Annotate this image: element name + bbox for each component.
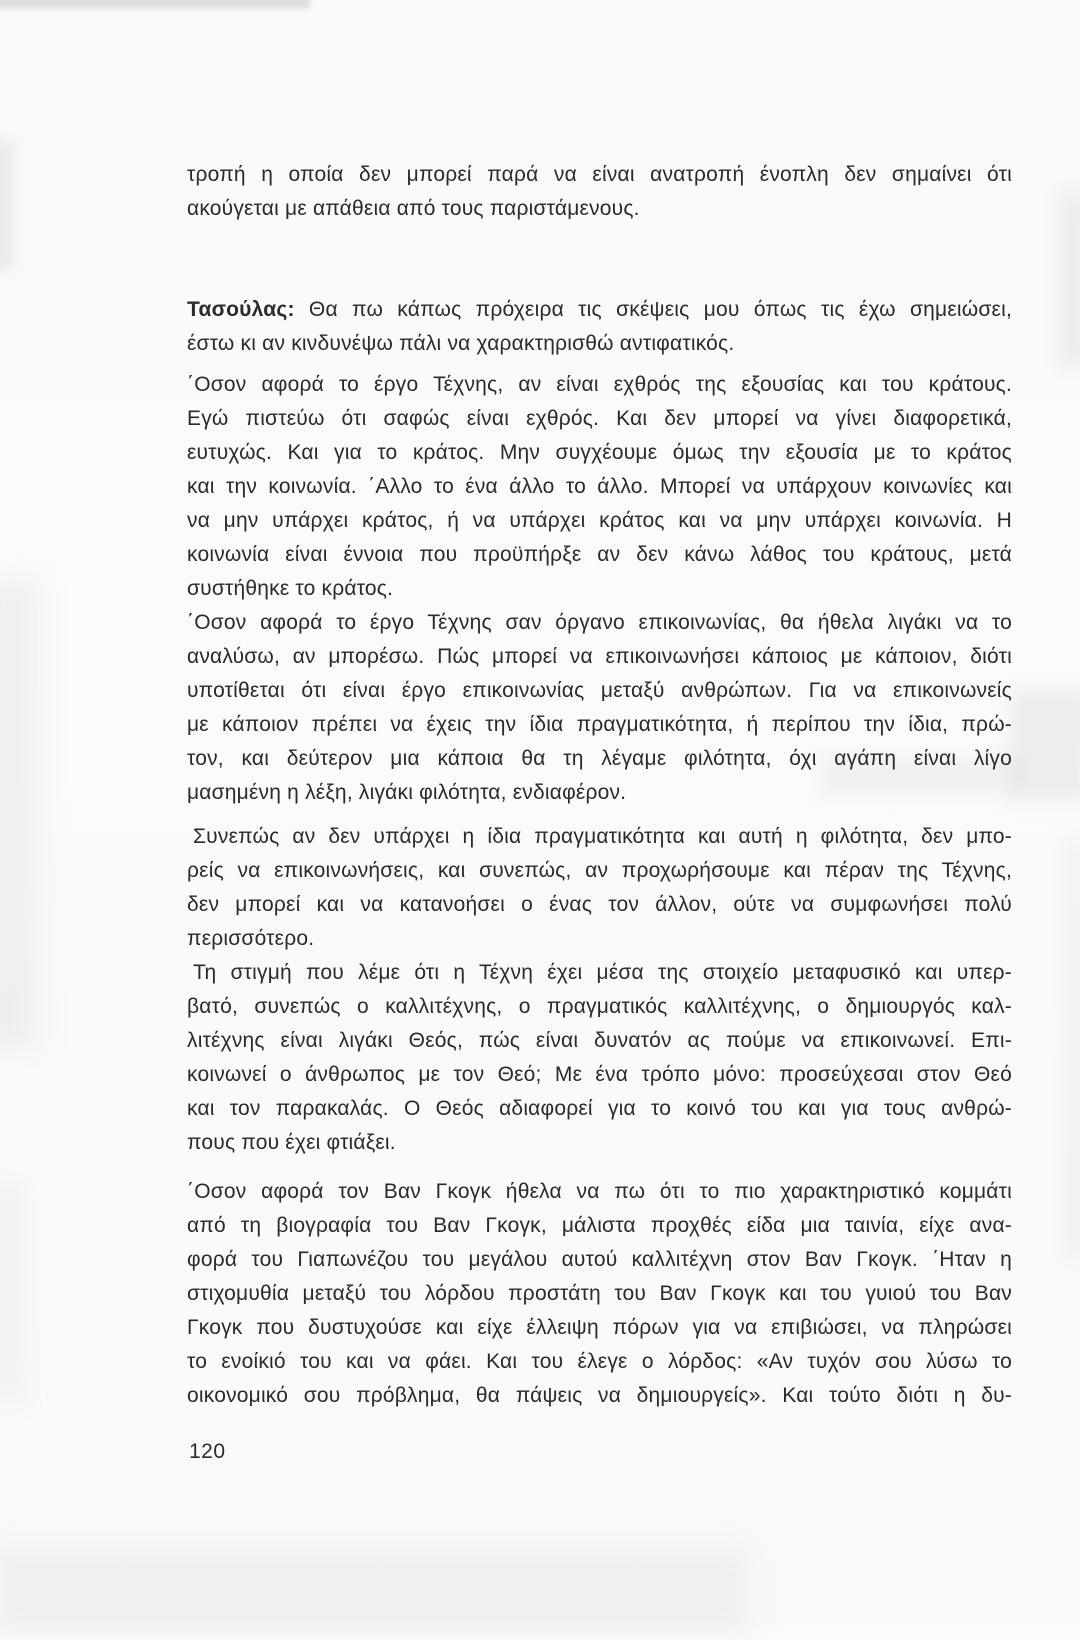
- paragraph-continuation: [187, 158, 1012, 226]
- text-line: δεν μπορεί και να κατανοήσει ο ένας τον άλλον, ούτε να συμφωνήσει πολύ: [187, 893, 1012, 916]
- paragraph-van-gogh: [187, 1175, 1012, 1413]
- paragraph-tasoulas: [187, 293, 1012, 361]
- text-line: ευτυχώς. Και για το κράτος. Μην συγχέουμε όμως την εξουσία με το κράτος: [187, 441, 1012, 464]
- text-line: κοινωνία είναι έννοια που προϋπήρξε αν δεν κάνω λάθος του κράτους, μετά: [187, 543, 1012, 566]
- text-line: βατό, συνεπώς ο καλλιτέχνης, ο πραγματικός καλλιτέχνης, ο δημιουργός καλ-: [187, 995, 1012, 1018]
- paragraph-consequently: [187, 820, 1012, 956]
- text-line: από τη βιογραφία του Βαν Γκογκ, μάλιστα προχθές είδα μια ταινία, είχε ανα-: [187, 1214, 1012, 1237]
- text-column: [187, 158, 1012, 1413]
- text-line: στιχομυθία μεταξύ του λόρδου προστάτη του Βαν Γκογκ και του γυιού του Βαν: [187, 1282, 1012, 1305]
- text-line: ΄Οσον αφορά τον Βαν Γκογκ ήθελα να πω ότι το πιο χαρακτηριστικό κομμάτι: [187, 1180, 1012, 1203]
- text-line: τον, και δεύτερον μια κάποια θα τη λέγαμε φιλότητα, όχι αγάπη είναι λίγο: [187, 747, 1012, 770]
- paragraph-metaphysical: [187, 956, 1012, 1160]
- text-line: ΄Οσον αφορά το έργο Τέχνης σαν όργανο επικοινωνίας, θα ήθελα λιγάκι να το: [187, 611, 1012, 634]
- text-line: τροπή η οποία δεν μπορεί παρά να είναι ανατροπή ένοπλη δεν σημαίνει ότι: [187, 163, 1012, 186]
- paragraph-art-communication: [187, 606, 1012, 810]
- text-line: Εγώ πιστεύω ότι σαφώς είναι εχθρός. Και δεν μπορεί να γίνει διαφορετικά,: [187, 407, 1012, 430]
- scan-artifact-top-edge: [0, 0, 310, 8]
- text-line: ακούγεται με απάθεια από τους παριστάμενους.: [187, 197, 640, 220]
- text-line: μασημένη η λέξη, λιγάκι φιλότητα, ενδιαφέρον.: [187, 781, 627, 804]
- text-line: ΄Οσον αφορά το έργο Τέχνης, αν είναι εχθρός της εξουσίας και του κράτους.: [187, 373, 1012, 396]
- text-line: συστήθηκε το κράτος.: [187, 577, 394, 600]
- text-line: και την κοινωνία. ΄Αλλο το ένα άλλο το άλλο. Μπορεί να υπάρχουν κοινωνίες και: [187, 475, 1012, 498]
- scan-artifact-right-band: [1062, 840, 1080, 1260]
- paragraph-art-state: [187, 368, 1012, 606]
- scan-artifact-left-band: [0, 580, 40, 1050]
- text-line: να μην υπάρχει κράτος, ή να υπάρχει κράτος και να μην υπάρχει κοινωνία. Η: [187, 509, 1012, 532]
- text-line: πους που έχει φτιάξει.: [187, 1131, 396, 1154]
- text-line: Γκογκ που δυστυχούσε και είχε έλλειψη πόρων για να επιβιώσει, να πληρώσει: [187, 1316, 1012, 1339]
- text-line: υποτίθεται ότι είναι έργο επικοινωνίας μεταξύ ανθρώπων. Για να επικοινωνείς: [187, 679, 1012, 702]
- scan-artifact-left-upper: [0, 140, 14, 270]
- text-line: με κάποιον πρέπει να έχεις την ίδια πραγματικότητα, ή περίπου την ίδια, πρώ-: [187, 713, 1012, 736]
- text-line: οικονομικό σου πρόβλημα, θα πάψεις να δημιουργείς». Και τούτο διότι η δυ-: [187, 1384, 1012, 1407]
- speaker-label: Τασούλας:: [187, 298, 295, 321]
- text-line: κοινωνεί ο άνθρωπος με τον Θεό; Με ένα τρόπο μόνο: προσεύχεσαι στον Θεό: [187, 1063, 1012, 1086]
- speaker-line-rest: Θα πω κάπως πρόχειρα τις σκέψεις μου όπως τις έχω σημειώσει,: [294, 298, 1012, 321]
- text-line: φορά του Γιαπωνέζου του μεγάλου αυτού καλλιτέχνη στον Βαν Γκογκ. ΄Ηταν η: [187, 1248, 1012, 1271]
- text-line: Συνεπώς αν δεν υπάρχει η ίδια πραγματικότητα και αυτή η φιλότητα, δεν μπο-: [193, 825, 1012, 848]
- text-line: λιτέχνης είναι λιγάκι Θεός, πώς είναι δυνατόν ας πούμε να επικοινωνεί. Επι-: [187, 1029, 1012, 1052]
- text-line: [187, 293, 1012, 327]
- text-line: και τον παρακαλάς. Ο Θεός αδιαφορεί για το κοινό του και για τους ανθρώ-: [187, 1097, 1012, 1120]
- page-number: 120: [189, 1440, 226, 1463]
- text-line: ρείς να επικοινωνήσεις, και συνεπώς, αν προχωρήσουμε και πέραν της Τέχνης,: [187, 859, 1012, 882]
- text-line: το ενοίκιό του και να φάει. Και του έλεγε ο λόρδος: «Αν τυχόν σου λύσω το: [187, 1350, 1012, 1373]
- text-line: αναλύσω, αν μπορέσω. Πώς μπορεί να επικοινωνήσει κάποιος με κάποιον, διότι: [187, 645, 1012, 668]
- text-line: περισσότερο.: [187, 927, 315, 950]
- scan-artifact-right-mid: [1010, 690, 1080, 800]
- scan-artifact-right-upper: [1056, 190, 1080, 370]
- scan-artifact-left-lower: [0, 1180, 26, 1400]
- text-line: έστω κι αν κινδυνέψω πάλι να χαρακτηρισθώ αντιφατικός.: [187, 332, 735, 355]
- text-line: Τη στιγμή που λέμε ότι η Τέχνη έχει μέσα της στοιχείο μεταφυσικό και υπερ-: [193, 961, 1012, 984]
